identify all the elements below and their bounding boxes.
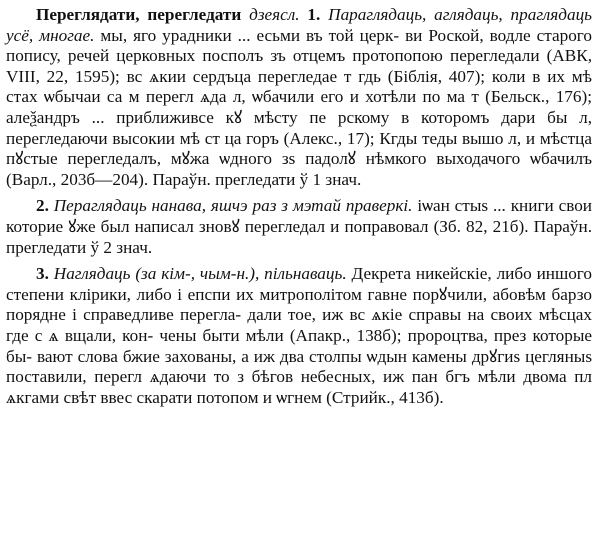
headword: Переглядати, перегледати: [36, 5, 242, 24]
citation-text: теды вышо л, и мѣстца пꙋстые перегледалъ, мꙋжа ѡдного зѕ: [6, 128, 593, 169]
citation-text: Декрета никейскіе,: [351, 264, 492, 284]
entry-paragraph-3: [6, 264, 592, 408]
sense-1-gloss: Параглядаць, аглядаць, праглядаць усё, многае.: [6, 5, 592, 45]
citation-text: ѡгнем (Стрийк., 413б).: [276, 387, 444, 407]
sense-3-gloss: Наглядаць (за кім-, чым-н.), пільнаваць.: [53, 264, 347, 284]
citation-text: отцемъ протопопою перегледали (АВК, VIII, 22, 1595); вс ѧкии: [6, 46, 593, 86]
citation-text: вают слова бжие захованы, а иж два столпы ѡдын камены: [36, 346, 467, 366]
citation-text: прегледати ў 1 знач.: [215, 169, 362, 189]
citation-text: сердъца перегледае т гдь (Біблія, 407); коли в их мѣ стах ѡбычаи: [6, 66, 593, 107]
citation-text: са м перегл ѧда л, ѡбачили его и хотѣли по ма т (Бельск., 176);: [106, 87, 592, 107]
citation-text: поправовал (Зб. 82, 21б). Параўн. прегледати ў 2 знач.: [6, 216, 593, 257]
entry-paragraph-2: [6, 196, 592, 258]
part-of-speech: дзеясл.: [249, 5, 300, 24]
sense-2-number: 2.: [36, 196, 49, 216]
citation-text: падолꙋ нѣмкого выходачого ѡбачилъ (Варл., 203б—204). Параўн.: [6, 149, 593, 189]
citation-text: либо иншого степени клірики, либо і епспи их митрополітом: [6, 264, 593, 304]
citation-text: дали тое, иж вс ѧкіе справы на своих мѣсцах где с ѧ вщали, кон-: [6, 305, 593, 345]
citation-text: дрꙋгиѕ цегляныѕ поставили, перегл ѧдаючи то з бѣгов небесных,: [6, 346, 593, 387]
citation-text: ви Роской, водле старого попису, речей церковных посполъ зъ: [6, 25, 593, 66]
sense-2-gloss: Пераглядаць нанава, яшчэ раз з мэтай праверкі.: [53, 196, 413, 216]
sense-1-number: 1.: [307, 5, 321, 24]
citation-text: мы, яго урадники ... есьми въ той церк-: [100, 25, 400, 45]
sense-3-number: 3.: [36, 264, 49, 284]
citation-text: бы л, перегледаючи высокии мѣ ст ца горъ (Алекс., 17); Кгды: [6, 107, 593, 148]
citation-text: ... книги свои которие ꙋже был написал зновꙋ перегледал и: [6, 196, 592, 236]
entry-paragraph-1: [6, 5, 592, 190]
citation-text: іѡан стыѕ: [417, 196, 489, 216]
citation-text: чены быти мѣли (Апакр., 138б); пророцтва, през которые бы-: [6, 325, 593, 366]
citation-text: гавне порꙋчили, абовѣм барзо порядне і справедливе перегла-: [6, 284, 592, 325]
citation-text: алеѯандръ ... приближивсе кꙋ мѣсту пе рскому в которомъ дари: [6, 107, 536, 127]
citation-text: иж пан бгъ мѣли двома пл ѧкгами свѣт ввес скарати потопом и: [6, 367, 593, 407]
